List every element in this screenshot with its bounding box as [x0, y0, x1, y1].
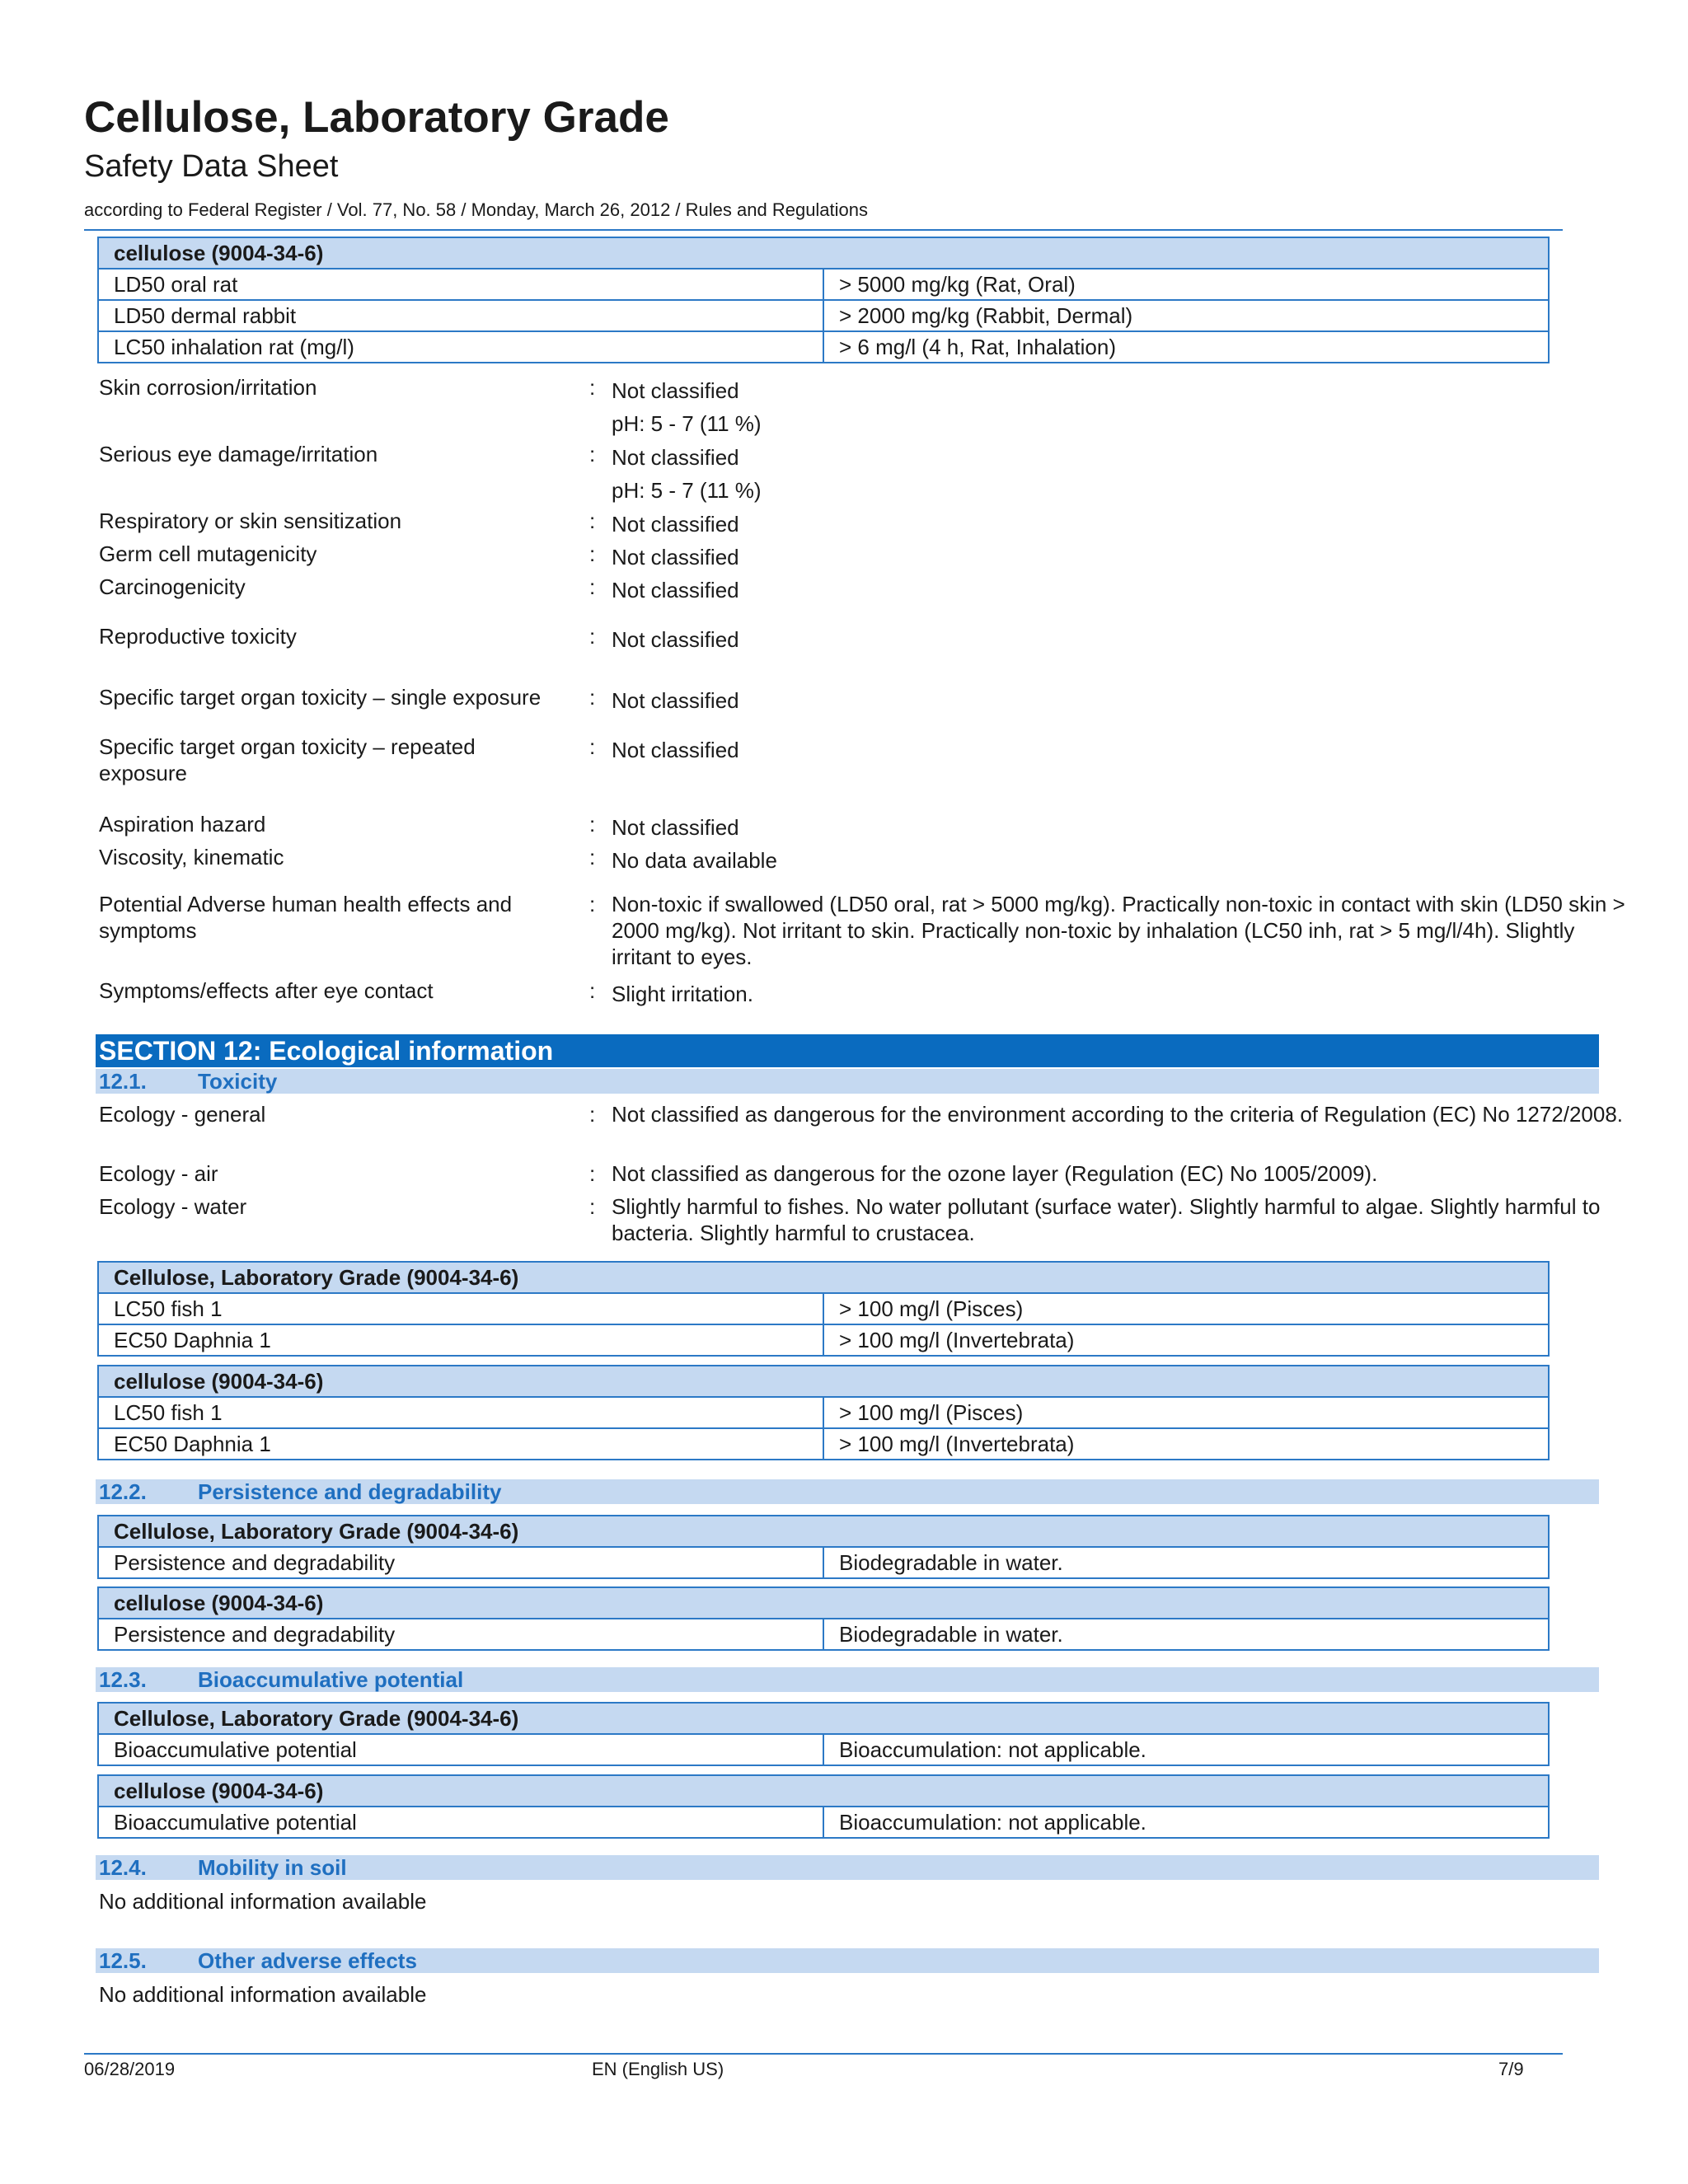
footer-divider	[84, 2053, 1563, 2055]
separator-colon: :	[589, 1161, 596, 1186]
property-label: Ecology - air	[99, 1161, 218, 1186]
table-row	[98, 269, 1549, 300]
subsection-12-3-header	[96, 1667, 1599, 1692]
value-line: Slightly harmful to fishes. No water pollutant (surface water). Slightly harmful to algae. Slightly harmful to bacteria. Slightly harmful to crustacea.	[612, 1194, 1601, 1245]
property-value	[612, 1160, 1634, 1187]
property-label: Carcinogenicity	[99, 574, 246, 599]
value-line: No data available	[612, 848, 777, 873]
footer-page-number: 7/9	[1498, 2059, 1524, 2079]
document-subtitle: Safety Data Sheet	[84, 149, 339, 184]
table-heading: Cellulose, Laboratory Grade (9004-34-6)	[98, 1516, 1549, 1547]
property-label: Specific target organ toxicity – repeated exposure	[99, 734, 476, 785]
property-value	[612, 811, 1634, 844]
separator-colon: :	[589, 541, 596, 566]
property-label: Symptoms/effects after eye contact	[99, 978, 434, 1003]
property-label: Aspiration hazard	[99, 812, 266, 837]
table-row	[98, 1547, 1549, 1578]
table-heading: cellulose (9004-34-6)	[98, 1366, 1549, 1397]
value-line: Not classified	[612, 545, 739, 569]
table-row	[98, 1324, 1549, 1356]
property-value	[612, 374, 1634, 440]
table-cell: LC50 fish 1	[98, 1397, 823, 1428]
separator-colon: :	[589, 1194, 596, 1219]
subsection-number: 12.3.	[99, 1667, 147, 1692]
table-cell: Biodegradable in water.	[823, 1619, 1549, 1650]
subsection-12-4-header	[96, 1855, 1599, 1880]
table-heading: Cellulose, Laboratory Grade (9004-34-6)	[98, 1262, 1549, 1293]
subsection-number: 12.4.	[99, 1855, 147, 1880]
property-label: Potential Adverse human health effects and symptoms	[99, 892, 513, 943]
aquatic-toxicity-table	[97, 1365, 1550, 1460]
other-effects-text: No additional information available	[99, 1982, 427, 2007]
table-cell: Bioaccumulative potential	[98, 1734, 823, 1765]
table-cell: LC50 inhalation rat (mg/l)	[98, 331, 823, 363]
separator-colon: :	[589, 978, 596, 1003]
property-value	[612, 541, 1634, 574]
property-label: Skin corrosion/irritation	[99, 375, 317, 400]
table-heading: cellulose (9004-34-6)	[98, 1587, 1549, 1619]
value-line: Not classified	[612, 578, 739, 602]
property-label: Specific target organ toxicity – single exposure	[99, 685, 542, 710]
table-heading: Cellulose, Laboratory Grade (9004-34-6)	[98, 1703, 1549, 1734]
separator-colon: :	[589, 574, 596, 599]
header-divider	[84, 229, 1563, 231]
table-cell: > 100 mg/l (Invertebrata)	[823, 1428, 1549, 1460]
persistence-table	[97, 1586, 1550, 1651]
document-title: Cellulose, Laboratory Grade	[84, 93, 669, 142]
table-heading: cellulose (9004-34-6)	[98, 237, 1549, 269]
value-line: Not classified	[612, 627, 739, 652]
regulation-reference: according to Federal Register / Vol. 77, No. 58 / Monday, March 26, 2012 / Rules and Regulations	[84, 199, 869, 220]
property-value	[612, 623, 1634, 656]
property-label: Reproductive toxicity	[99, 624, 297, 649]
subsection-number: 12.1.	[99, 1069, 147, 1094]
property-value	[612, 733, 1634, 766]
value-line: Not classified	[612, 445, 739, 470]
subsection-number: 12.2.	[99, 1479, 147, 1504]
separator-colon: :	[589, 442, 596, 466]
table-cell: Bioaccumulation: not applicable.	[823, 1734, 1549, 1765]
table-cell: > 5000 mg/kg (Rat, Oral)	[823, 269, 1549, 300]
separator-colon: :	[589, 509, 596, 533]
separator-colon: :	[589, 892, 596, 916]
table-cell: Persistence and degradability	[98, 1547, 823, 1578]
separator-colon: :	[589, 845, 596, 869]
subsection-title: Mobility in soil	[198, 1855, 347, 1880]
separator-colon: :	[589, 734, 596, 759]
value-line: Not classified	[612, 512, 739, 537]
table-cell: > 100 mg/l (Pisces)	[823, 1397, 1549, 1428]
table-row	[98, 1428, 1549, 1460]
value-line: Not classified	[612, 378, 739, 403]
subsection-title: Persistence and degradability	[198, 1479, 502, 1504]
table-cell: Persistence and degradability	[98, 1619, 823, 1650]
property-label: Respiratory or skin sensitization	[99, 509, 402, 533]
value-line: pH: 5 - 7 (11 %)	[612, 411, 762, 436]
table-row	[98, 1807, 1549, 1838]
property-value	[612, 1193, 1634, 1246]
footer-date: 06/28/2019	[84, 2059, 176, 2079]
subsection-12-2-header	[96, 1479, 1599, 1504]
bioaccumulation-table	[97, 1702, 1550, 1766]
table-cell: LD50 dermal rabbit	[98, 300, 823, 331]
property-label: Ecology - water	[99, 1194, 247, 1219]
table-row	[98, 1293, 1549, 1324]
separator-colon: :	[589, 624, 596, 649]
property-value	[612, 574, 1634, 607]
separator-colon: :	[589, 1102, 596, 1127]
subsection-title: Other adverse effects	[198, 1948, 417, 1973]
property-value	[612, 891, 1634, 970]
acute-toxicity-table	[97, 237, 1550, 363]
subsection-title: Bioaccumulative potential	[198, 1667, 464, 1692]
separator-colon: :	[589, 375, 596, 400]
persistence-table	[97, 1515, 1550, 1579]
table-heading: cellulose (9004-34-6)	[98, 1775, 1549, 1807]
value-line: pH: 5 - 7 (11 %)	[612, 478, 762, 503]
mobility-text: No additional information available	[99, 1889, 427, 1914]
value-line: Not classified as dangerous for the environment according to the criteria of Regulation (EC) No 1272/2008.	[612, 1102, 1624, 1127]
property-label: Viscosity, kinematic	[99, 845, 284, 869]
property-value	[612, 844, 1634, 877]
bioaccumulation-table	[97, 1774, 1550, 1839]
table-row	[98, 300, 1549, 331]
table-row	[98, 1619, 1549, 1650]
table-row	[98, 1734, 1549, 1765]
table-cell: > 100 mg/l (Pisces)	[823, 1293, 1549, 1324]
separator-colon: :	[589, 685, 596, 710]
value-line: Non-toxic if swallowed (LD50 oral, rat > 5000 mg/kg). Practically non-toxic in contact with skin (LD50 skin > 2000 mg/kg). Not irritant to skin. Practically non-toxic by inhalation (LC50 inh, rat > 5 mg/l/4h). Slightly irritant to eyes.	[612, 892, 1625, 969]
table-row	[98, 1397, 1549, 1428]
table-cell: > 6 mg/l (4 h, Rat, Inhalation)	[823, 331, 1549, 363]
table-row	[98, 331, 1549, 363]
table-cell: > 2000 mg/kg (Rabbit, Dermal)	[823, 300, 1549, 331]
property-label: Serious eye damage/irritation	[99, 442, 378, 466]
table-cell: > 100 mg/l (Invertebrata)	[823, 1324, 1549, 1356]
separator-colon: :	[589, 812, 596, 837]
table-cell: Bioaccumulation: not applicable.	[823, 1807, 1549, 1838]
value-line: Slight irritation.	[612, 982, 753, 1006]
subsection-12-5-header	[96, 1948, 1599, 1973]
property-value	[612, 1101, 1634, 1127]
subsection-title: Toxicity	[198, 1069, 278, 1094]
table-cell: LD50 oral rat	[98, 269, 823, 300]
property-value	[612, 441, 1634, 507]
section-12-header: SECTION 12: Ecological information	[96, 1034, 1599, 1067]
value-line: Not classified	[612, 738, 739, 762]
property-value	[612, 684, 1634, 717]
aquatic-toxicity-table	[97, 1261, 1550, 1357]
footer-language: EN (English US)	[592, 2059, 724, 2079]
property-value	[612, 508, 1634, 541]
value-line: Not classified as dangerous for the ozone layer (Regulation (EC) No 1005/2009).	[612, 1161, 1378, 1186]
table-cell: Biodegradable in water.	[823, 1547, 1549, 1578]
value-line: Not classified	[612, 688, 739, 713]
subsection-12-1-header	[96, 1069, 1599, 1094]
table-cell: EC50 Daphnia 1	[98, 1428, 823, 1460]
table-cell: EC50 Daphnia 1	[98, 1324, 823, 1356]
property-label: Germ cell mutagenicity	[99, 541, 317, 566]
property-label: Ecology - general	[99, 1102, 266, 1127]
table-cell: LC50 fish 1	[98, 1293, 823, 1324]
property-value	[612, 977, 1634, 1010]
subsection-number: 12.5.	[99, 1948, 147, 1973]
table-cell: Bioaccumulative potential	[98, 1807, 823, 1838]
value-line: Not classified	[612, 815, 739, 840]
